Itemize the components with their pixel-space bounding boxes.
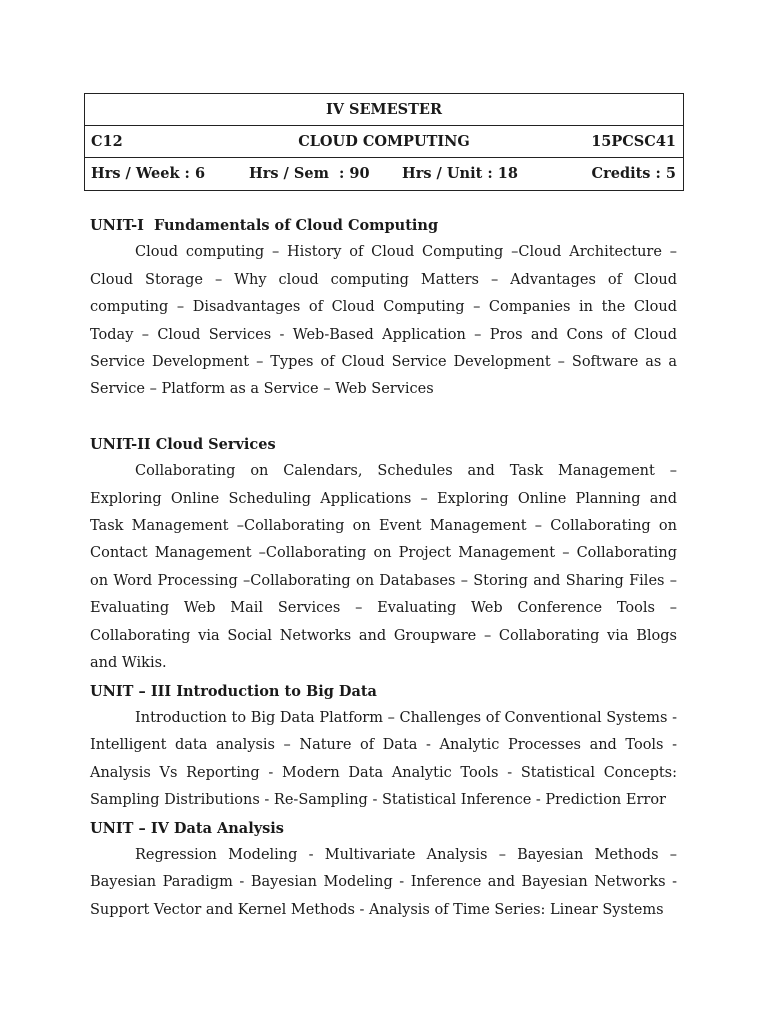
hours-row (85, 158, 683, 190)
credits: Credits : 5 (591, 165, 676, 182)
section-spacer (90, 404, 677, 431)
semester-row (85, 94, 683, 126)
unit-3-text: Introduction to Big Data Platform – Challenges of Conventional Systems - Intelligent data analysis – Nature of Data - Analytic Processes and Tools - Analysis Vs Reporting - Modern Data Analytic Tools - Statistical Concepts: Sampling Distributions - Re-Sampling - Statistical Inference - Prediction Error (90, 709, 677, 809)
course-row (85, 126, 683, 158)
course-code: 15PCSC41 (591, 133, 676, 150)
unit-4-text: Regression Modeling - Multivariate Analysis – Bayesian Methods – Bayesian Paradigm - Bayesian Modeling - Inference and Bayesian Networks - Support Vector and Kernel Methods - Analysis of Time Series: Linear Systems (90, 846, 677, 918)
unit-4-title: UNIT – IV Data Analysis (90, 819, 284, 837)
unit-3-title: UNIT – III Introduction to Big Data (90, 682, 377, 700)
unit-2-title: UNIT-II Cloud Services (90, 435, 276, 453)
course-title: CLOUD COMPUTING (298, 133, 470, 150)
hours-per-semester: Hrs / Sem : 90 (249, 165, 370, 182)
hours-per-week: Hrs / Week : 6 (91, 165, 206, 182)
syllabus-content (90, 212, 677, 924)
semester-label: IV SEMESTER (325, 101, 443, 118)
unit-1-text: Cloud computing – History of Cloud Computing –Cloud Architecture – Cloud Storage – Why cloud computing Matters – Advantages of Cloud computing – Disadvantages of Cloud Computing – Companies in the Cloud Today – Cloud Services - Web-Based Application – Pros and Cons of Cloud Service Development – Types of Cloud Service Development – Software as a Service – Platform as a Service – Web Services (90, 244, 677, 398)
hours-per-unit: Hrs / Unit : 18 (402, 165, 518, 182)
unit-1-title: UNIT-I Fundamentals of Cloud Computing (90, 217, 439, 234)
course-header-table (84, 93, 684, 191)
unit-2-text: Collaborating on Calendars, Schedules and Task Management – Exploring Online Scheduling Applications – Exploring Online Planning and Task Management –Collaborating on Event Management – Collaborating on Contact Management –Collaborating on Project Management – Collaborating on Word Processing –Collaborating on Databases – Storing and Sharing Files – Evaluating Web Mail Services – Evaluating Web Conference Tools – Collaborating via Social Networks and Groupware – Collaborating via Blogs and Wikis. (90, 463, 677, 672)
course-number: C12 (91, 133, 123, 150)
